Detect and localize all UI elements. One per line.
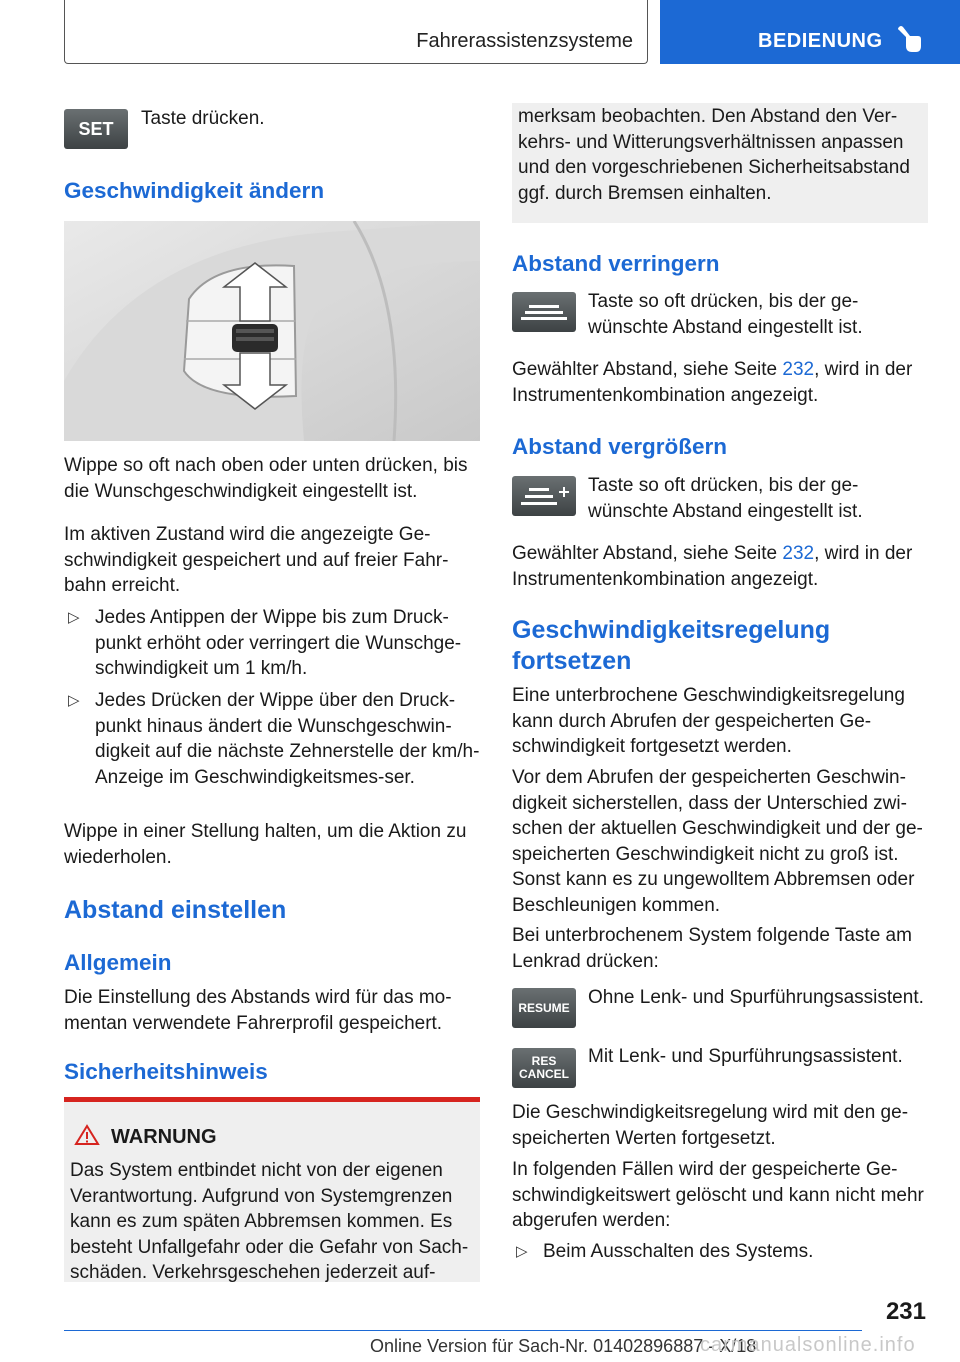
header-section-tab [64, 0, 648, 64]
paragraph-resume-3: Bei unterbrochenem System folgende Taste am Lenkrad drücken: [512, 925, 912, 972]
set-button-label: SET [78, 118, 114, 139]
heading-speed-change: Geschwindigkeit ändern [64, 178, 325, 203]
increase-ref-text-end: , wird in der Instrumentenkombination angezeigt. [512, 543, 913, 590]
list-item [64, 605, 480, 682]
paragraph-hold: Wippe in einer Stellung halten, um die Aktion zu wiederholen. [64, 821, 467, 868]
pointing-hand-icon [896, 24, 922, 54]
distance-bars-icon [519, 301, 569, 323]
page-link-232[interactable]: 232 [782, 359, 815, 380]
list-item-text: Jedes Drücken der Wippe über den Druck-punkt hinaus ändert die Wunschgeschwin-digkeit auf die nächste Zehnerstelle der km/h-Anzeige im Geschwindigkeitsmes-ser. [95, 690, 480, 788]
decrease-ref-text-end: , wird in der Instrumentenkombination angezeigt. [512, 359, 913, 406]
distance-decrease-button-icon [512, 292, 576, 332]
bullet-triangle-icon: ▷ [68, 609, 80, 626]
heading-safety-note: Sicherheitshinweis [64, 1059, 268, 1084]
increase-ref-text: Gewählter Abstand, siehe Seite [512, 543, 783, 564]
distance-increase-button-icon [512, 476, 576, 516]
heading-resume-cruise: Geschwindigkeitsregelung fortsetzen [512, 616, 831, 675]
list-item-text: Jedes Antippen der Wippe bis zum Druck-punkt erhöht oder verringert die Wunschge-schwindigkeit um 1 km/h. [95, 607, 462, 679]
decrease-instruction: Taste so oft drücken, bis der ge-wünschte Abstand eingestellt ist. [588, 291, 863, 338]
list-item-text: Beim Ausschalten des Systems. [543, 1241, 814, 1262]
page-link-232[interactable]: 232 [782, 543, 815, 564]
warning-text: Das System entbindet nicht von der eigenen Verantwortung. Aufgrund von Systemgrenzen kann es zum späten Abbremsen kommen. Es besteht Unfallgefahr oder die Gefahr von Sach-schäden. Verkehrsgeschehen jederzeit auf- [70, 1160, 469, 1283]
decrease-reference [512, 357, 928, 408]
res-cancel-label-2: CANCEL [519, 1067, 569, 1081]
increase-reference [512, 541, 928, 592]
decrease-ref-text: Gewählter Abstand, siehe Seite [512, 359, 783, 380]
set-button-icon [64, 109, 128, 149]
page-number: 231 [885, 1298, 926, 1325]
res-cancel-button-icon [512, 1048, 576, 1088]
footer-text: Online Version für Sach-Nr. 01402896887 - X/18 [370, 1336, 757, 1356]
heading-general: Allgemein [64, 950, 172, 975]
steering-wheel-rocker-illustration [64, 221, 480, 441]
resume-button-label: RESUME [518, 1000, 570, 1015]
heading-distance-setting: Abstand einstellen [64, 896, 287, 924]
warning-title: WARNUNG [111, 1126, 217, 1148]
resume-instruction: Ohne Lenk- und Spurführungsassistent. [588, 987, 924, 1008]
warning-text-continued: merksam beobachten. Den Abstand den Ver-kehrs- und Witterungsverhältnissen anpassen und den vorgeschriebenen Sicherheitsabstand ggf. durch Bremsen einhalten. [518, 106, 910, 204]
res-cancel-label-1: RES [531, 1054, 557, 1068]
distance-bars-plus-icon [517, 484, 571, 508]
list-item [512, 1239, 928, 1265]
paragraph-active-state: Im aktiven Zustand wird die angezeigte Ge-schwindigkeit gespeichert und auf freier Fahr-bahn erreicht. [64, 524, 449, 596]
heading-distance-decrease: Abstand verringern [512, 251, 720, 276]
resume-button-icon [512, 988, 576, 1028]
paragraph-rocker: Wippe so oft nach oben oder unten drücken, bis die Wunschgeschwindigkeit eingestellt ist. [64, 455, 468, 502]
header-chapter-tab [660, 0, 960, 64]
bullet-triangle-icon: ▷ [68, 692, 80, 709]
paragraph-resume-5: In folgenden Fällen wird der gespeicherte Ge-schwindigkeitswert gelöscht und kann nicht mehr abgerufen werden: [512, 1159, 924, 1231]
paragraph-resume-4: Die Geschwindigkeitsregelung wird mit den ge-speicherten Werten fortgesetzt. [512, 1102, 909, 1149]
set-instruction: Taste drücken. [141, 108, 265, 129]
watermark: carmanualsonline.info [700, 1334, 916, 1356]
header-chapter-title: BEDIENUNG [758, 30, 883, 52]
res-cancel-instruction: Mit Lenk- und Spurführungsassistent. [588, 1046, 903, 1067]
paragraph-resume-1: Eine unterbrochene Geschwindigkeitsregelung kann durch Abrufen der gespeicherten Ge-schwindigkeit fortgesetzt werden. [512, 685, 905, 757]
bullet-triangle-icon: ▷ [516, 1243, 528, 1260]
list-item [64, 688, 480, 790]
header-section-title: Fahrerassistenzsysteme [416, 30, 633, 52]
heading-distance-increase: Abstand vergrößern [512, 434, 728, 459]
warning-triangle-icon [74, 1124, 100, 1146]
footer-divider [64, 1330, 862, 1331]
paragraph-profile: Die Einstellung des Abstands wird für das mo-mentan verwendete Fahrerprofil gespeichert. [64, 987, 452, 1034]
increase-instruction: Taste so oft drücken, bis der ge-wünschte Abstand eingestellt ist. [588, 475, 863, 522]
paragraph-resume-2: Vor dem Abrufen der gespeicherten Geschwin-digkeit sicherstellen, dass der Unterschied zwi-schen der aktuellen Geschwindigkeit und der ge-speicherten Geschwindigkeit nicht zu groß ist. Sonst kann es zu ungewolltem Abbremsen oder Beschleunigen kommen. [512, 767, 923, 916]
